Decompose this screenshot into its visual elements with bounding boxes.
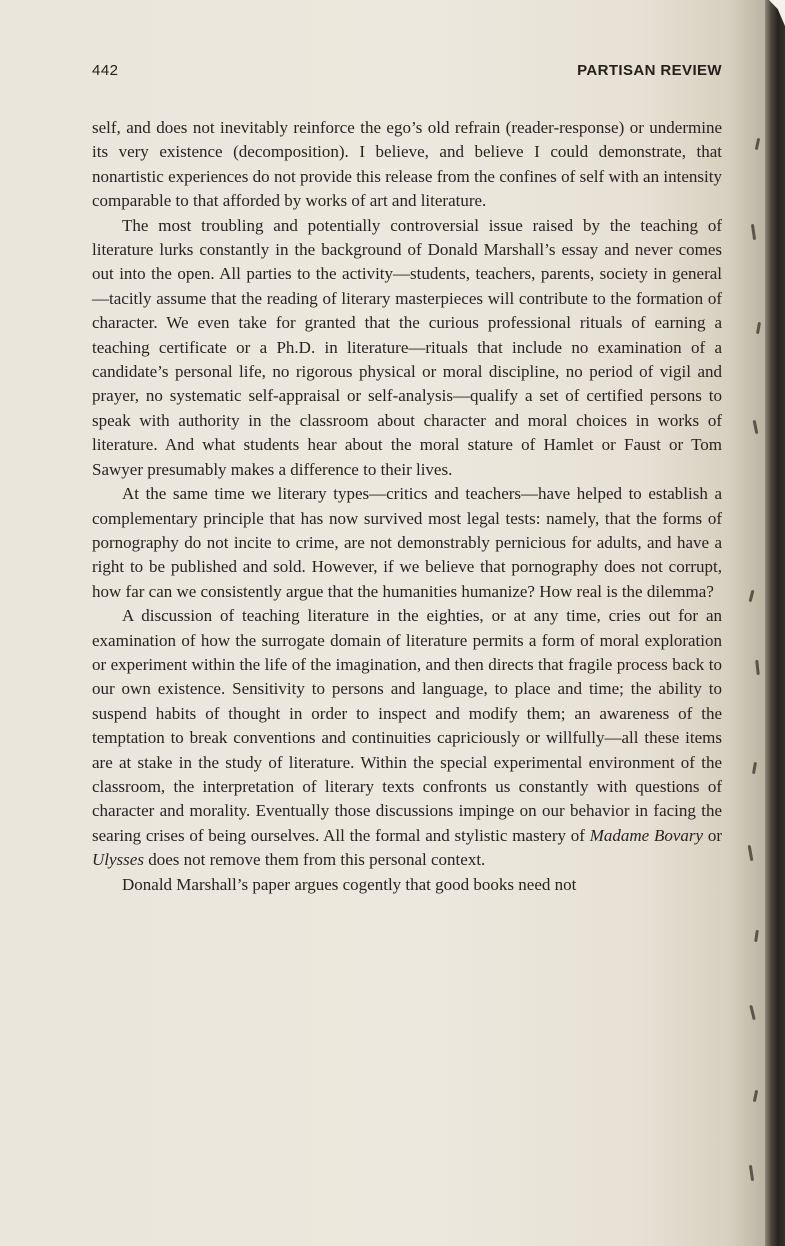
- scan-artifact: [755, 138, 760, 150]
- paragraph: The most troubling and potentially controversial issue raised by the teaching of literature lurks constantly in the background of Donald Marshall’s essay and never comes out into the open. All parties to the activity—students, teachers, parents, society in general—tacitly assume that the reading of literary masterpieces will contribute to the formation of character. We even take for granted that the curious professional rituals of earning a teaching certificate or a Ph.D. in literature—rituals that include no examination of a candidate’s personal life, no rigorous physical or moral discipline, no period of vigil and prayer, no systematic self-appraisal or self-analysis—qualify a set of certified persons to speak with authority in the classroom about character and moral choices in works of literature. And what students hear about the moral stature of Hamlet or Faust or Tom Sawyer presumably makes a difference to their lives.: [92, 215, 722, 479]
- book-title-ulysses: Ulysses: [92, 850, 144, 870]
- paragraph-text: or: [703, 825, 723, 845]
- paragraph: At the same time we literary types—critics and teachers—have helped to establish a complementary principle that has now survived most legal tests: namely, that the forms of pornography do not incite to crime, are not demonstrably pernicious for adults, and have a right to be published and sold. However, if we believe that pornography does not corrupt, how far can we consistently argue that the humanities humanize? How real is the dilemma?: [92, 484, 722, 601]
- scan-artifact: [754, 930, 759, 942]
- page-content: [92, 62, 722, 897]
- paragraph-continuation: self, and does not inevitably reinforce the ego’s old refrain (reader-response) or undermine its very existence (decomposition). I believe, and believe I could demonstrate, that nonartistic experiences do not provide this release from the confines of self with an intensity comparable to that afforded by works of art and literature.: [92, 118, 722, 211]
- scan-artifact: [752, 762, 757, 774]
- paragraph: [92, 604, 722, 872]
- scan-artifact: [749, 1165, 754, 1181]
- paragraph-text: A discussion of teaching literature in the eighties, or at any time, cries out for an examination of how the surrogate domain of literature permits a form of moral exploration or experiment within the life of the imagination, and then directs that fragile process back to our own existence. Sensitivity to persons and language, to place and time; the ability to suspend habits of thought in order to inspect and modify them; an awareness of the temptation to break conventions and continuities capriciously or willfully—all these items are at stake in the study of literature. Within the special experimental environment of the classroom, the interpretation of literary texts confronts us constantly with questions of character and morality. Eventually those discussions impinge on our behavior in facing the searing crises of being ourselves. All the formal and stylistic mastery of: [92, 606, 722, 845]
- scan-artifact: [749, 590, 755, 602]
- page-number: 442: [92, 62, 119, 79]
- scan-artifact: [753, 420, 759, 434]
- journal-title: PARTISAN REVIEW: [577, 62, 722, 79]
- paragraph-text: does not remove them from this personal context.: [143, 850, 486, 870]
- book-edge-shadow: [765, 0, 785, 1246]
- book-title-madame-bovary: Madame Bovary: [589, 825, 704, 845]
- scan-artifact: [748, 845, 754, 861]
- running-head: [92, 62, 722, 79]
- scan-artifact: [756, 322, 761, 334]
- scan-artifact: [755, 660, 760, 675]
- scan-artifact: [751, 224, 756, 240]
- body-text: [92, 116, 722, 897]
- paragraph: Donald Marshall’s paper argues cogently that good books need not: [122, 874, 577, 894]
- scan-artifact: [749, 1005, 756, 1020]
- scan-artifact: [753, 1090, 758, 1102]
